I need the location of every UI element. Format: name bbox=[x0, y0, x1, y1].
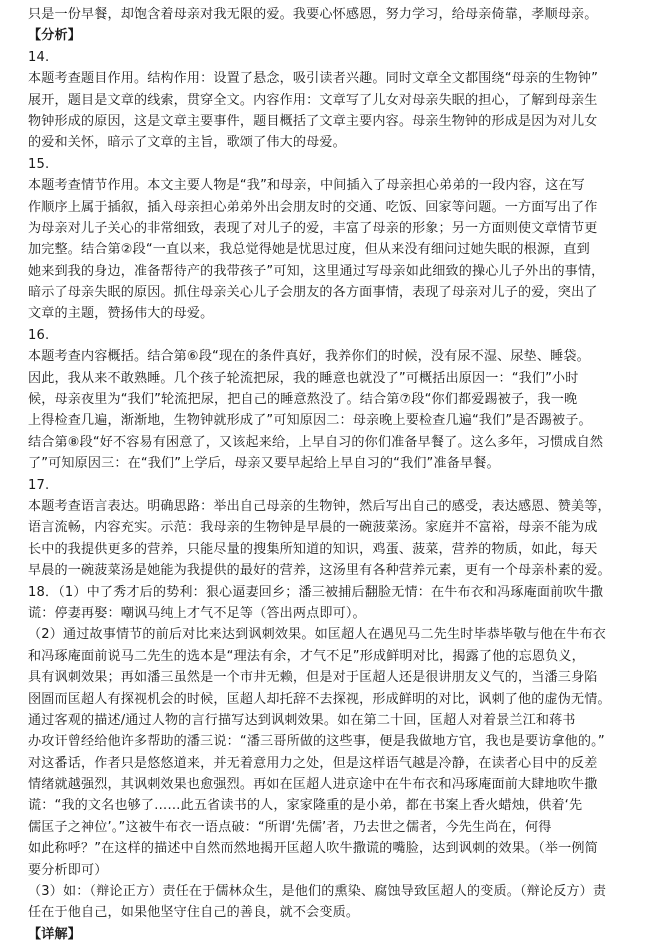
question-number: 17. bbox=[28, 477, 50, 493]
text-line: 长中的我提供更多的营养，只能尽量的搜集所知道的知识，鸡蛋、菠菜，营养的物质，如此，每天 bbox=[28, 541, 598, 557]
text-line: 展开，题目是文章的线索，贯穿全文。内容作用：文章写了儿女对母亲失眠的担心，了解到母亲生 bbox=[28, 92, 598, 108]
text-line: 语言流畅，内容充实。示范：我母亲的生物钟是早晨的一碗菠菜汤。家庭并不富裕，母亲不能为成 bbox=[28, 520, 598, 536]
text-line: 情绪就越强烈，其讽刺效果也愈强烈。再如在匡超人进京途中在牛布衣和冯琢庵面前大肆地吹牛撒 bbox=[28, 777, 598, 793]
text-line: 作顺序上属于插叙，插入母亲担心弟弟外出会朋友时的交通、吃饭、回家等问题。一方面写出了作 bbox=[28, 199, 598, 215]
text-line: 具有讽刺效果；再如潘三虽然是一个市井无赖，但是对于匡超人还是很讲朋友义气的，当潘三身陷 bbox=[28, 670, 598, 686]
text-line: 因此，我从来不敢熟睡。几个孩子轮流把尿，我的睡意也就没了”可概括出原因一：“我们”小时 bbox=[28, 370, 579, 386]
section-heading-details: 【详解】 bbox=[28, 926, 81, 942]
text-line: 文章的主题，赞扬伟大的母爱。 bbox=[28, 306, 214, 322]
text-line: 物钟形成的原因，这是文章主要事件，题目概括了文章主要内容。母亲生物钟的形成是因为对儿女 bbox=[28, 113, 598, 129]
text-line: 和冯琢庵面前说马二先生的选本是“理法有余，才气不足”形成鲜明对比，揭露了他的忘恩负义， bbox=[28, 648, 585, 664]
text-line: （3）如：（辩论正方）责任在于儒林众生，是他们的熏染、腐蚀导致匡超人的变质。（辩论反方）责 bbox=[28, 884, 607, 900]
text-line: （2）通过故事情节的前后对比来达到讽刺效果。如匡超人在遇见马二先生时毕恭毕敬与他在牛布衣 bbox=[28, 627, 606, 643]
text-line: 儒匡子之神位’。”这被牛布衣一语点破：“所谓‘先儒’者，乃去世之儒者，今先生尚在，何得 bbox=[28, 819, 552, 835]
text-line: 谎：停妻再娶：嘲讽马纯上才气不足等（答出两点即可）。 bbox=[28, 605, 366, 621]
text-line: 了”可知原因三：在“我们”上学后，母亲又要早起给上早自习的“我们”准备早餐。 bbox=[28, 456, 500, 472]
text-line: 如此称呼？”在这样的描述中自然而然地揭开匡超人吹牛撒谎的嘴脸，达到讽刺的效果。（举一例简 bbox=[28, 841, 598, 857]
question-number: 14. bbox=[28, 49, 50, 65]
text-line: 为母亲对儿子关心的非常细致，表现了对儿子的爱，丰富了母亲的形象；另一方面则使文章情节更 bbox=[28, 220, 598, 236]
question-number: 15. bbox=[28, 156, 50, 172]
text-line: 加完整。结合第②段“一直以来，我总觉得她是忧思过度，但从来没有细问过她失眠的根源，直到 bbox=[28, 242, 590, 258]
text-line: 本题考查语言表达。明确思路：举出自己母亲的生物钟，然后写出自己的感受，表达感恩、赞美等， bbox=[28, 498, 611, 514]
text-line: 她来到我的身边，准备帮待产的我带孩子”可知，这里通过写母亲如此细致的操心儿子外出的事情， bbox=[28, 263, 605, 279]
text-line: 谎：“我的文名也够了……此五省读书的人，家家隆重的是小弟，都在书案上香火蜡烛，供着‘先 bbox=[28, 798, 583, 814]
section-heading-analysis: 【分析】 bbox=[28, 28, 81, 44]
text-line: 结合第⑧段“好不容易有困意了，又该起来给，上早自习的你们准备早餐了。这么多年，习惯成自然 bbox=[28, 434, 604, 450]
text-line: 暗示了母亲失眠的原因。抓住母亲关心儿子会朋友的各方面事情，表现了母亲对儿子的爱，突出了 bbox=[28, 285, 598, 301]
text-line: 的爱和关怀，暗示了文章的主旨，歌颂了伟大的母爱。 bbox=[28, 135, 346, 151]
text-line: 本题考查内容概括。结合第⑥段“现在的条件真好，我养你们的时候，没有尿不湿、尿垫、睡袋。 bbox=[28, 349, 590, 365]
text-line: 上得检查几遍，渐渐地，生物钟就形成了”可知原因二：母亲晚上要检查几遍“我们”是否踢被子。 bbox=[28, 413, 592, 429]
text-line: 任在于他自己，如果他坚守住自己的善良，就不会变质。 bbox=[28, 905, 360, 921]
text-line: 对这番话，作者只是悠悠道来，并无着意用力之处，但是这样语气越是冷静，在读者心目中的反差 bbox=[28, 755, 598, 771]
text-line: 要分析即可） bbox=[28, 862, 108, 878]
text-line: 本题考查情节作用。本文主要人物是“我”和母亲，中间插入了母亲担心弟弟的一段内容，这在写 bbox=[28, 178, 585, 194]
text-line: 办攻讦曾经给他许多帮助的潘三说：“潘三哥所做的这些事，便是我做地方官，我也是要访拿他的。” bbox=[28, 734, 605, 750]
text-line: 早晨的一碗菠菜汤是她能为我提供的最好的营养，这汤里有各种营养元素，更有一个母亲朴素的爱。 bbox=[28, 563, 611, 579]
question-number: 16. bbox=[28, 327, 50, 343]
text-line: 候，母亲夜里为“我们”轮流把尿，把自己的睡意熬没了。结合第⑦段“你们都爱踢被子，我一晚 bbox=[28, 392, 578, 408]
text-line: 只是一份早餐，却饱含着母亲对我无限的爱。我要心怀感恩，努力学习，给母亲倚靠，孝顺母亲。 bbox=[28, 7, 598, 22]
text-line: 囹圄而匡超人有探视机会的时候，匡超人却托辞不去探视，形成鲜明的对比，讽刺了他的虚伪无情。 bbox=[28, 691, 611, 707]
text-line: 通过客观的描述/通过人物的言行描写达到讽刺效果。如在第二十回，匡超人对着景兰江和蒋书 bbox=[28, 712, 576, 728]
text-line: 本题考查题目作用。结构作用：设置了悬念，吸引读者兴趣。同时文章全文都围绕“母亲的生物钟” bbox=[28, 71, 599, 87]
text-line: 18．（1）中了秀才后的势利：狠心逼妻回乡；潘三被捕后翻脸无情：在牛布衣和冯琢庵面前吹牛撒 bbox=[28, 584, 604, 600]
